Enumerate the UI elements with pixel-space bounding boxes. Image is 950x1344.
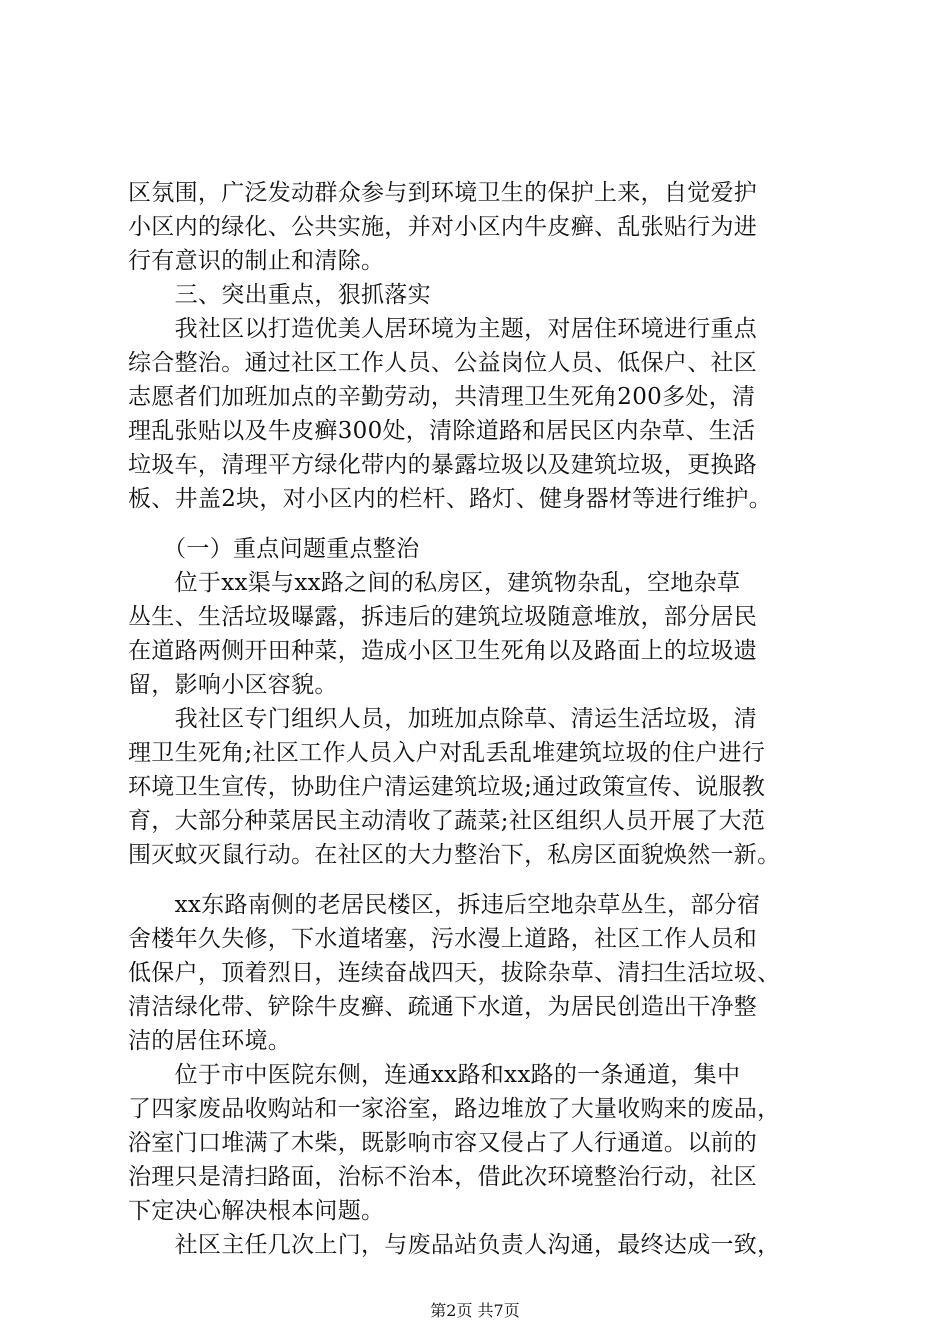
text-line: 行有意识的制止和清除。 [128, 248, 385, 274]
text-line: 小区内的绿化、公共实施，并对小区内牛皮癣、乱张贴行为进 [128, 214, 758, 240]
text-line: 围灭蚊灭鼠行动。在社区的大力整治下，私房区面貌焕然一新。 [128, 842, 781, 868]
text-line: 区氛围，广泛发动群众参与到环境卫生的保护上来，自觉爱护 [128, 180, 758, 206]
text-line: 了四家废品收购站和一家浴室，路边堆放了大量收购来的废品， [128, 1096, 781, 1122]
text-line: 我社区以打造优美人居环境为主题，对居住环境进行重点 [128, 316, 758, 342]
text-line: 丛生、生活垃圾曝露，拆违后的建筑垃圾随意堆放，部分居民 [128, 604, 758, 630]
text-line: xx东路南侧的老居民楼区，拆违后空地杂草丛生，部分宿 [128, 892, 761, 918]
text-line: 下定决心解决根本问题。 [128, 1198, 385, 1224]
text-line: 综合整治。通过社区工作人员、公益岗位人员、低保户、社区 [128, 350, 758, 376]
text-line: 板、井盖2块，对小区内的栏杆、路灯、健身器材等进行维护。 [128, 486, 773, 512]
text-line: 浴室门口堆满了木柴，既影响市容又侵占了人行通道。以前的 [128, 1130, 758, 1156]
text-line: 低保户，顶着烈日，连续奋战四天，拔除杂草、清扫生活垃圾、 [128, 960, 781, 986]
text-line: 垃圾车，清理平方绿化带内的暴露垃圾以及建筑垃圾，更换路 [128, 452, 758, 478]
text-line: 我社区专门组织人员，加班加点除草、清运生活垃圾，清 [128, 706, 758, 732]
subsection-heading: （一）重点问题重点整治 [128, 536, 420, 562]
text-line: 治理只是清扫路面，治标不治本，借此次环境整治行动，社区 [128, 1164, 758, 1190]
text-line: 理卫生死角;社区工作人员入户对乱丢乱堆建筑垃圾的住户进行 [128, 740, 766, 766]
text-line: 志愿者们加班加点的辛勤劳动，共清理卫生死角200多处，清 [128, 384, 756, 410]
text-line: 舍楼年久失修，下水道堵塞，污水漫上道路，社区工作人员和 [128, 926, 758, 952]
text-line: 环境卫生宣传，协助住户清运建筑垃圾;通过政策宣传、说服教 [128, 774, 766, 800]
text-line: 育，大部分种菜居民主动清收了蔬菜;社区组织人员开展了大范 [128, 808, 766, 834]
page-footer: 第2页 共7页 [430, 1301, 520, 1320]
text-line: 清洁绿化带、铲除牛皮癣、疏通下水道，为居民创造出干净整 [128, 994, 758, 1020]
text-line: 社区主任几次上门，与废品站负责人沟通，最终达成一致， [128, 1232, 781, 1258]
section-heading: 三、突出重点，狠抓落实 [128, 282, 431, 308]
text-line: 位于市中医院东侧，连通xx路和xx路的一条通道，集中 [128, 1062, 741, 1088]
text-line: 留，影响小区容貌。 [128, 672, 338, 698]
text-line: 洁的居住环境。 [128, 1028, 292, 1054]
text-line: 位于xx渠与xx路之间的私房区，建筑物杂乱，空地杂草 [128, 570, 741, 596]
text-line: 理乱张贴以及牛皮癣300处，清除道路和居民区内杂草、生活 [128, 418, 756, 444]
text-line: 在道路两侧开田种菜，造成小区卫生死角以及路面上的垃圾遗 [128, 638, 758, 664]
